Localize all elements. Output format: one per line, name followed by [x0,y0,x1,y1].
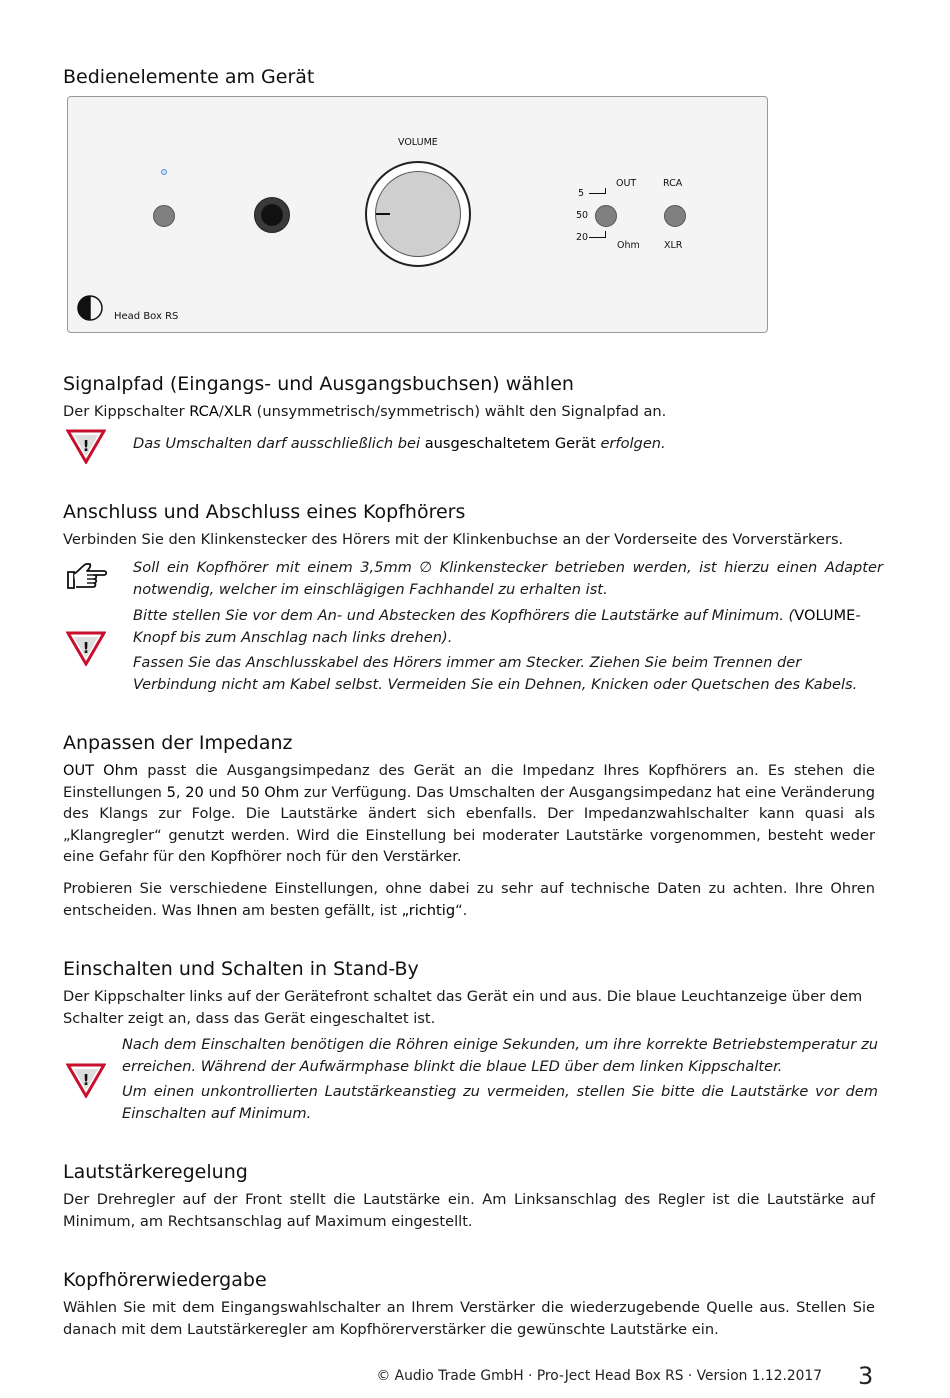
impedance-paragraph-1: OUT Ohm passt die Ausgangsimpedanz des Gerät an die Impedanz Ihres Kopfhörers an. Es stehen die Einstellungen 5, 20 und 50 Ohm zur Verfügung. Das Umschalten der Ausgangsimpedanz hat eine Veränderung des Klangs zur Folge. Die Lautstärke ändert sich ebenfalls. Der Impedanzwahlschalter kann quasi als „Klangregler“ genutzt werden. Wird die Einstellung bei moderater Lautstärke vorgenommen, besteht weder eine Gefahr für den Kopfhörer noch für den Verstärker. [63,762,875,865]
headphone-warning-cable-text: Fassen Sie das Anschlusskabel des Hörers immer am Stecker. Ziehen Sie beim Trennen der Verbindung nicht am Kabel selbst. Vermeiden Sie ein Dehnen, Knicken oder Quetschen des Kabels. [133,654,858,693]
section-title-power: Einschalten und Schalten in Stand-By [63,958,419,980]
rca-xlr-toggle-switch [664,205,686,227]
section-title-headphone: Anschluss und Abschluss eines Kopfhörers [63,501,466,523]
section-title-signal: Signalpfad (Eingangs- und Ausgangsbuchsen) wählen [63,373,574,395]
page-number: 3 [858,1362,874,1390]
svg-text:!: ! [82,437,90,455]
power-warning-volume-text: Um einen unkontrollierten Lautstärkeanstieg zu vermeiden, stellen Sie bitte die Lautstärke vor dem Einschalten auf Minimum. [122,1083,878,1122]
device-front-panel [67,96,768,333]
impedance-paragraph-2: Probieren Sie verschiedene Einstellungen, ohne dabei zu sehr auf technische Daten zu achten. Ihre Ohren entscheiden. Was Ihnen am besten gefällt, ist „richtig“. [63,880,875,919]
signal-warning-text: Das Umschalten darf ausschließlich bei ausgeschaltetem Gerät erfolgen. [133,435,666,452]
pointing-hand-icon [66,560,108,594]
section-title-volume: Lautstärkeregelung [63,1161,248,1183]
section-title-impedance: Anpassen der Impedanz [63,732,293,754]
warning-icon [66,1062,106,1098]
power-led [161,169,167,175]
ohm-label: Ohm [617,240,640,251]
headphone-warning-volume-text: Bitte stellen Sie vor dem An- und Abstecken des Kopfhörers die Lautstärke auf Minimum. (VOLUME-Knopf bis zum Anschlag nach links drehen). [133,607,861,646]
headphone-paragraph: Verbinden Sie den Klinkenstecker des Hörers mit der Klinkenbuchse an der Vorderseite des Vorverstärkers. [63,531,844,548]
signal-paragraph: Der Kippschalter RCA/XLR (unsymmetrisch/symmetrisch) wählt den Signalpfad an. [63,403,667,420]
impedance-5-label: 5 [578,188,585,199]
power-paragraph: Der Kippschalter links auf der Gerätefront schaltet das Gerät ein und aus. Die blaue Leuchtanzeige über dem Schalter zeigt an, dass das Gerät eingeschaltet ist. [63,988,863,1027]
headphone-note-text: Soll ein Kopfhörer mit einem 3,5mm ∅ Klinkenstecker betrieben werden, ist hierzu einen Adapter notwendig, welcher im einschlägigen Fachhandel zu erhalten ist. [133,559,883,598]
volume-paragraph: Der Drehregler auf der Front stellt die Lautstärke ein. Am Linksanschlag des Regler ist die Lautstärke auf Minimum, am Rechtsanschlag auf Maximum eingestellt. [63,1191,875,1230]
impedance-50-label: 50 [576,210,589,221]
playback-paragraph: Wählen Sie mit dem Eingangswahlschalter an Ihrem Verstärker die wiederzugebende Quelle aus. Stellen Sie danach mit dem Lautstärkeregler am Kopfhörerverstärker die gewünschte Lautstärke ein. [63,1299,875,1338]
out-label: OUT [616,178,637,189]
volume-knob-indicator [376,213,390,215]
volume-label: VOLUME [398,137,438,148]
footer-copyright: © Audio Trade GmbH · Pro-Ject Head Box RS · Version 1.12.2017 [376,1368,822,1384]
power-warning-warmup-text: Nach dem Einschalten benötigen die Röhren einige Sekunden, um ihre korrekte Betriebstemperatur zu erreichen. Während der Aufwärmphase blinkt die blaue LED über dem linken Kippschalter. [122,1036,878,1075]
impedance-toggle-switch [595,205,617,227]
project-logo-icon [77,295,103,321]
svg-text:!: ! [82,1071,90,1089]
rca-label: RCA [663,178,683,189]
warning-icon [66,428,106,464]
impedance-20-label: 20 [576,232,589,243]
xlr-label: XLR [664,240,683,251]
power-toggle-switch [153,205,175,227]
section-title-playback: Kopfhörerwiedergabe [63,1269,267,1291]
headphone-jack [254,197,290,233]
section-title-controls: Bedienelemente am Gerät [63,66,315,88]
svg-text:!: ! [82,639,90,657]
model-label: Head Box RS [114,311,179,322]
volume-knob [365,161,471,267]
warning-icon [66,630,106,666]
